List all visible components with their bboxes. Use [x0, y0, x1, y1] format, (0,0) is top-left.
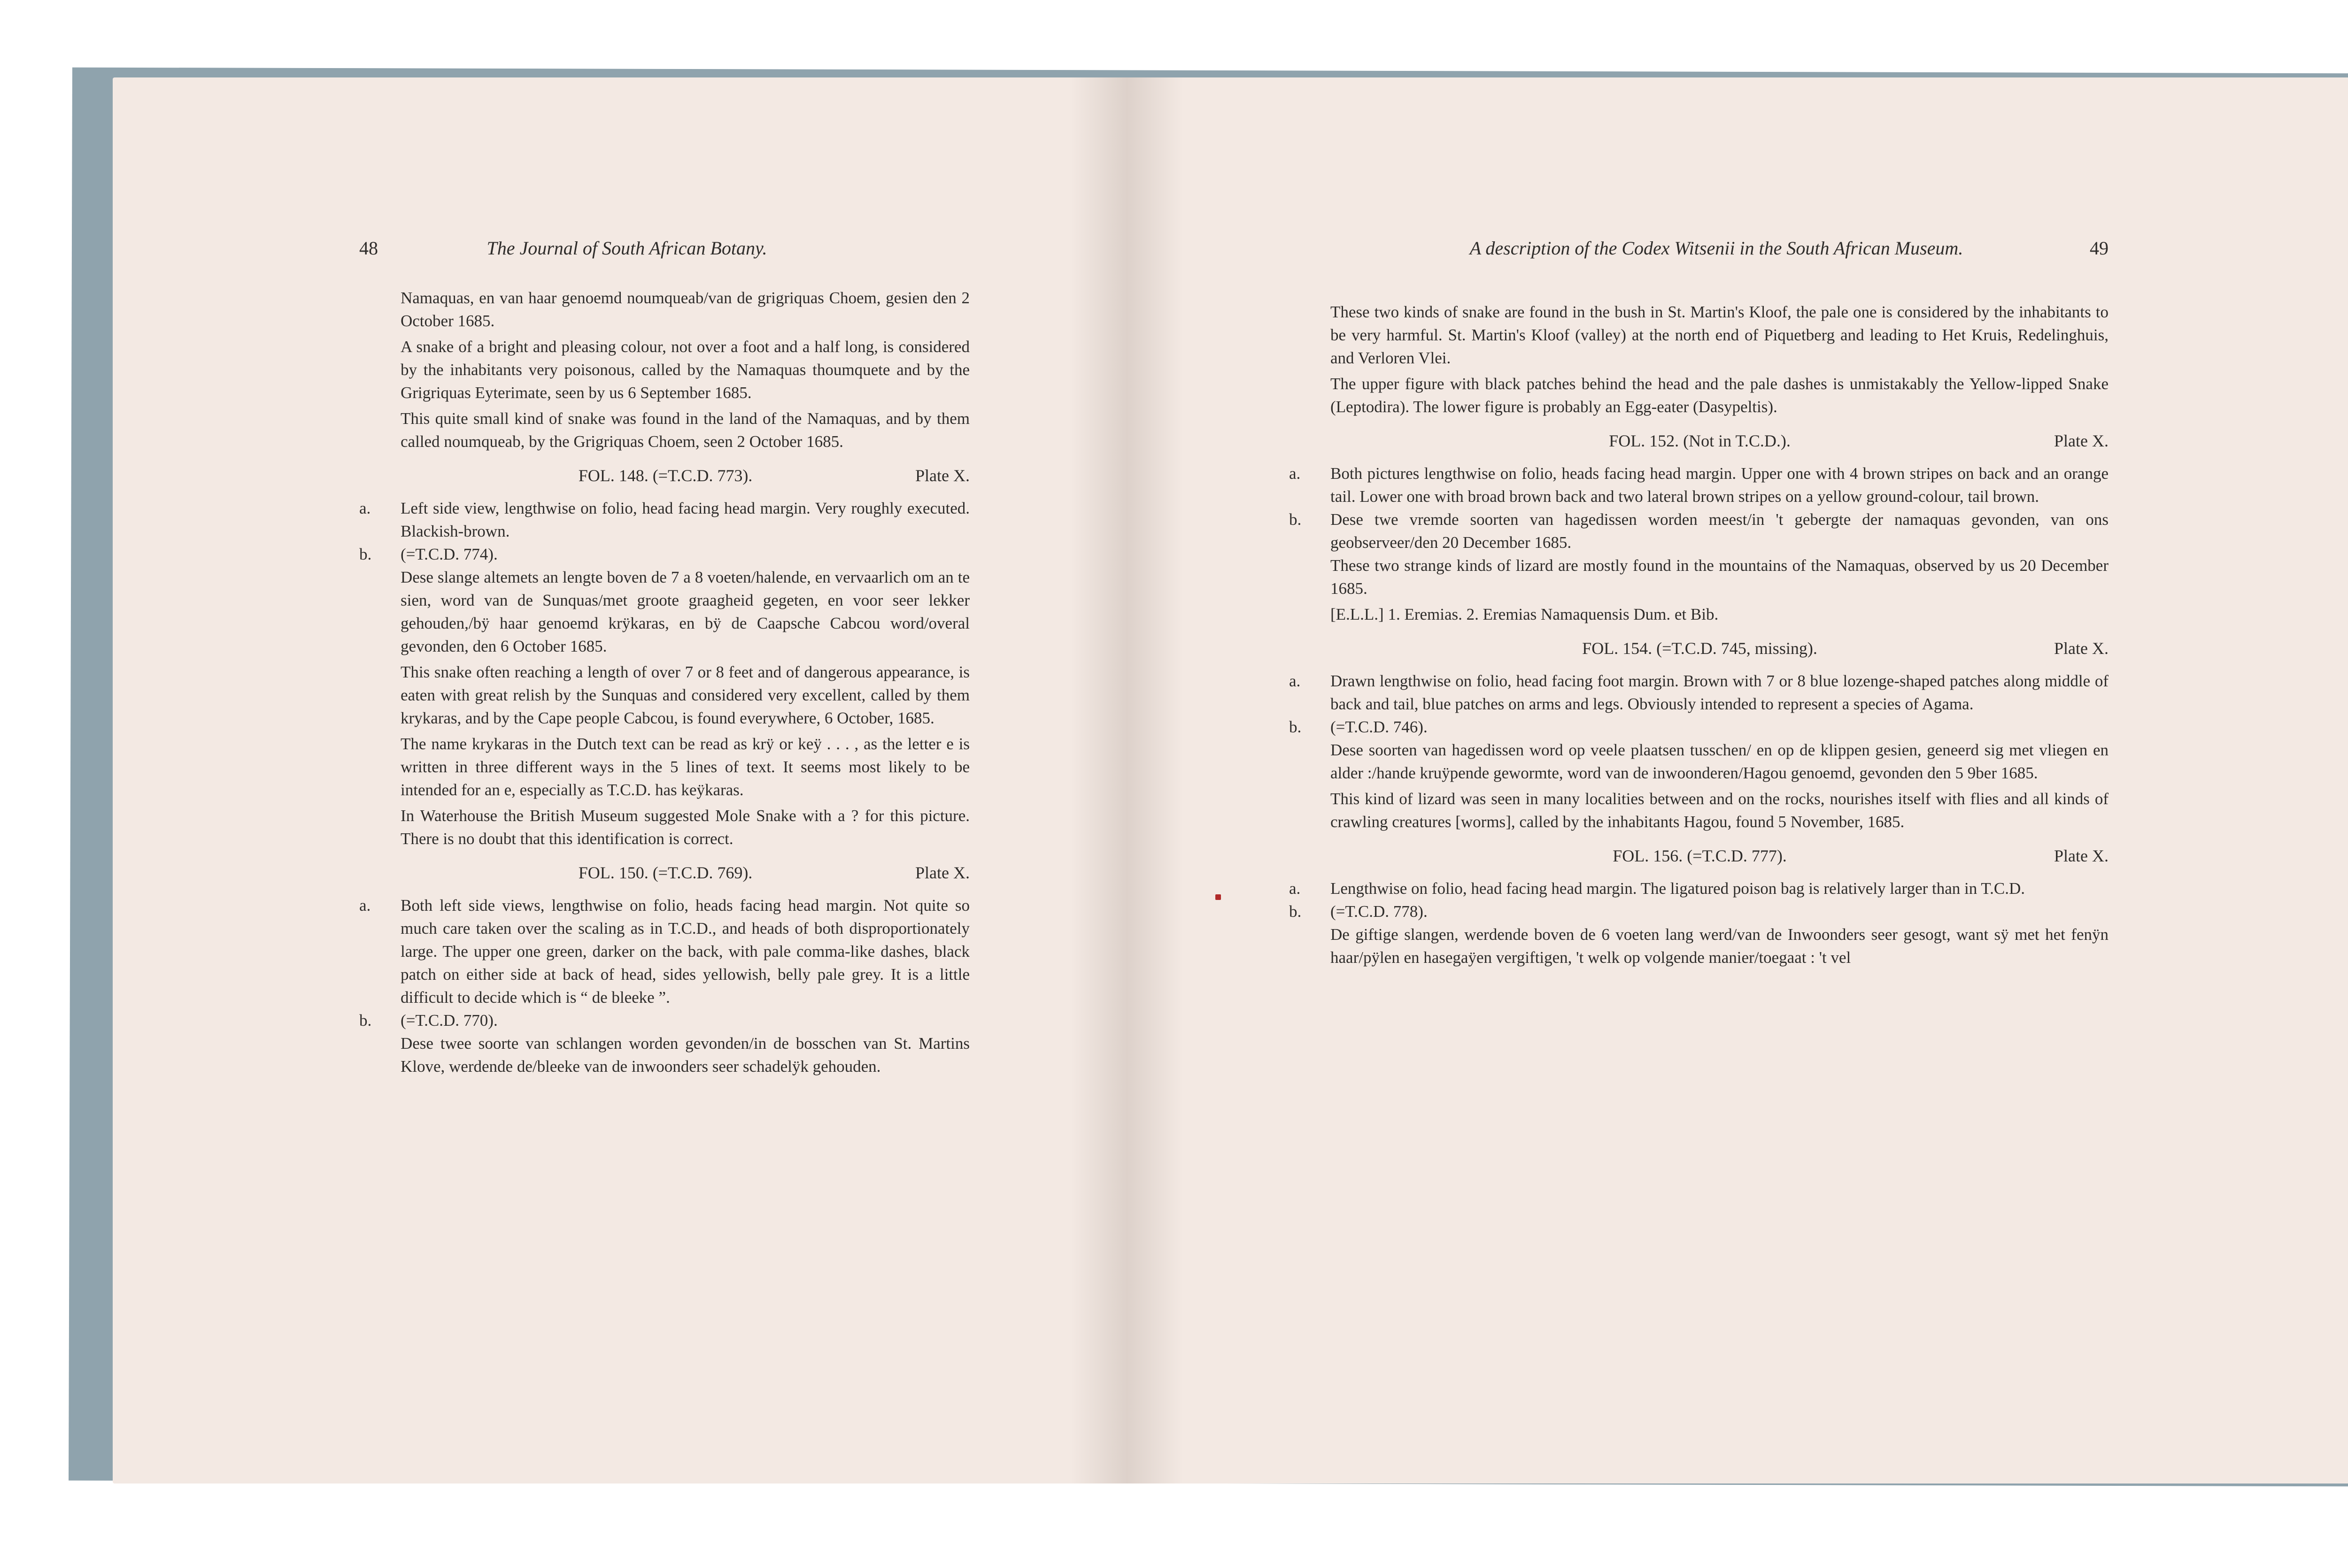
- fol156-b-text: (=T.C.D. 778).: [1330, 902, 1428, 921]
- left-page-header: [359, 237, 876, 259]
- fol156-a-label: a.: [1289, 879, 1301, 898]
- fol148-b-text: (=T.C.D. 774).: [401, 545, 498, 563]
- fol156-heading: [1289, 845, 2109, 868]
- fol156-plate: Plate X.: [2054, 846, 2109, 865]
- fol148-plate: Plate X.: [915, 466, 970, 485]
- fol152-b-text: Dese twe vremde soorten van hagedissen worden meest/in 't gebergte der namaquas gevonden, van ons geobserveer/den 20 December 1685.: [1330, 510, 2109, 552]
- fol148-paragraph: This snake often reaching a length of over 7 or 8 feet and of dangerous appearance, is eaten with great relish by the Sunquas and considered very excellent, called by them krykaras, and by the Cape people Cabcou, is found everywhere, 6 October, 1685.: [401, 663, 970, 727]
- fol154-paragraph: This kind of lizard was seen in many localities between and on the rocks, nourishes itself with flies and all kinds of crawling creatures [worms], called by the inhabitants Hagou, found 5 November, 1685.: [1330, 790, 2109, 831]
- left-intro-paragraph: Namaquas, en van haar genoemd noumqueab/van de grigriquas Choem, gesien den 2 October 1685.: [401, 289, 970, 330]
- fol148-a: [359, 497, 970, 543]
- fol148-paragraph: The name krykaras in the Dutch text can be read as krÿ or keÿ . . . , as the letter e is written in three different ways in the 5 lines of text. It seems most likely to be intended for an e, especially as T.C.D. has keÿkaras.: [401, 735, 970, 799]
- fol148-a-label: a.: [359, 499, 371, 517]
- left-running-title: The Journal of South African Botany.: [487, 238, 767, 259]
- fol156-a: [1289, 877, 2109, 900]
- fol154-b-label: b.: [1289, 718, 1302, 736]
- left-page-number: 48: [359, 238, 378, 259]
- fol152-a-label: a.: [1289, 464, 1301, 483]
- right-page-header: [1343, 237, 2109, 259]
- fol154-b-text: (=T.C.D. 746).: [1330, 718, 1428, 736]
- fol154-plate: Plate X.: [2054, 639, 2109, 658]
- fol152-title: FOL. 152. (Not in T.C.D.).: [1609, 431, 1791, 450]
- right-running-title: A description of the Codex Witsenii in the South African Museum.: [1469, 238, 1963, 259]
- right-page-number: 49: [2090, 238, 2109, 259]
- fol150-a-label: a.: [359, 896, 371, 915]
- fol150-b-label: b.: [359, 1011, 372, 1030]
- fol150-a: [359, 894, 970, 1009]
- right-intro-paragraph: The upper figure with black patches behind the head and the pale dashes is unmistakably the Yellow-lipped Snake (Leptodira). The lower figure is probably an Egg-eater (Dasypeltis).: [1330, 375, 2109, 416]
- fol152-a: [1289, 462, 2109, 508]
- gutter-shadow-left: [1071, 77, 1127, 1483]
- fol154-title: FOL. 154. (=T.C.D. 745, missing).: [1582, 639, 1817, 658]
- fol150-title: FOL. 150. (=T.C.D. 769).: [578, 863, 753, 882]
- fol148-title: FOL. 148. (=T.C.D. 773).: [578, 466, 753, 485]
- fol152-a-text: Both pictures lengthwise on folio, heads facing head margin. Upper one with 4 brown stripes on back and an orange tail. Lower one with broad brown back and two lateral brown stripes on a yellow ground-colour, tail brown.: [1330, 464, 2109, 506]
- fol150-paragraph: Dese twee soorte van schlangen worden gevonden/in de bosschen van St. Martins Klove, werdende de/bleeke van de inwoonders seer schadelÿk gehouden.: [401, 1034, 970, 1076]
- fol156-b-label: b.: [1289, 902, 1302, 921]
- fol148-heading: [359, 464, 970, 487]
- fol148-b-label: b.: [359, 545, 372, 563]
- fol156-paragraph: De giftige slangen, werdende boven de 6 voeten lang werd/van de Inwoonders seer gesogt, want sÿ met het fenÿn haar/pÿlen en hasegaÿen vergiftigen, 't welk op volgende manier/toegaat : 't vel: [1330, 925, 2109, 967]
- fol150-b-text: (=T.C.D. 770).: [401, 1011, 498, 1030]
- fol156-b: [1289, 900, 2109, 923]
- right-intro-paragraph: These two kinds of snake are found in the bush in St. Martin's Kloof, the pale one is considered by the inhabitants to be very harmful. St. Martin's Kloof (valley) at the north end of Piquetberg and leading to Het Kruis, Redelinghuis, and Verloren Vlei.: [1330, 303, 2109, 367]
- fol152-b: [1289, 508, 2109, 554]
- fol150-b: [359, 1009, 970, 1032]
- fol148-a-text: Left side view, lengthwise on folio, head facing head margin. Very roughly executed. Blackish-brown.: [401, 499, 970, 540]
- red-margin-mark: [1215, 894, 1221, 900]
- left-intro-paragraph: This quite small kind of snake was found in the land of the Namaquas, and by them called noumqueab, by the Grigriquas Choem, seen 2 October 1685.: [401, 409, 970, 451]
- fol152-plate: Plate X.: [2054, 431, 2109, 450]
- fol154-paragraph: Dese soorten van hagedissen word op veele plaatsen tusschen/ en op de klippen gesien, geneerd sig met vliegen en alder :/hande kruÿpende gewormte, word van de inwoonderen/Hagou genoemd, gevonden den 5 9ber 1685.: [1330, 741, 2109, 782]
- fol154-b: [1289, 715, 2109, 738]
- fol152-paragraph: [E.L.L.] 1. Eremias. 2. Eremias Namaquensis Dum. et Bib.: [1330, 605, 1719, 623]
- fol152-heading: [1289, 430, 2109, 453]
- fol154-heading: [1289, 637, 2109, 660]
- gutter-shadow-right: [1127, 77, 1183, 1483]
- fol148-paragraph: In Waterhouse the British Museum suggested Mole Snake with a ? for this picture. There is no doubt that this identification is correct.: [401, 807, 970, 848]
- fol152-b-label: b.: [1289, 510, 1302, 529]
- fol148-b: [359, 543, 970, 566]
- fol148-paragraph: Dese slange altemets an lengte boven de 7 a 8 voeten/halende, en vervaarlich om an te sien, word van de Sunquas/met groote graagheid gegeten, en voor seer lekker gehouden,/bÿ haar genoemd krÿkaras, en bÿ de Caapsche Cabcou word/overal gevonden, den 6 October 1685.: [401, 568, 970, 655]
- fol150-plate: Plate X.: [915, 863, 970, 882]
- fol150-heading: [359, 861, 970, 884]
- left-page-body: [359, 286, 970, 1081]
- left-intro-paragraph: A snake of a bright and pleasing colour, not over a foot and a half long, is considered by the inhabitants very poisonous, called by the Namaquas thoumquete and by the Grigriquas Eyterimate, seen by us 6 September 1685.: [401, 338, 970, 402]
- fol154-a: [1289, 669, 2109, 715]
- fol152-paragraph: These two strange kinds of lizard are mostly found in the mountains of the Namaquas, observed by us 20 December 1685.: [1330, 556, 2109, 598]
- fol156-title: FOL. 156. (=T.C.D. 777).: [1613, 846, 1787, 865]
- right-page-body: [1289, 300, 2109, 972]
- fol150-a-text: Both left side views, lengthwise on folio, heads facing head margin. Not quite so much care taken over the scaling as in T.C.D., and heads of both disproportionately large. The upper one green, darker on the back, with pale comma-like dashes, black patch on either side at back of head, sides yellowish, belly pale grey. It is a little difficult to decide which is “ de bleeke ”.: [401, 896, 970, 1007]
- fol154-a-text: Drawn lengthwise on folio, head facing foot margin. Brown with 7 or 8 blue lozenge-shaped patches along middle of back and tail, blue patches on arms and legs. Obviously intended to represent a species of Agama.: [1330, 672, 2109, 713]
- fol154-a-label: a.: [1289, 672, 1301, 690]
- fol156-a-text: Lengthwise on folio, head facing head margin. The ligatured poison bag is relatively larger than in T.C.D.: [1330, 879, 2025, 898]
